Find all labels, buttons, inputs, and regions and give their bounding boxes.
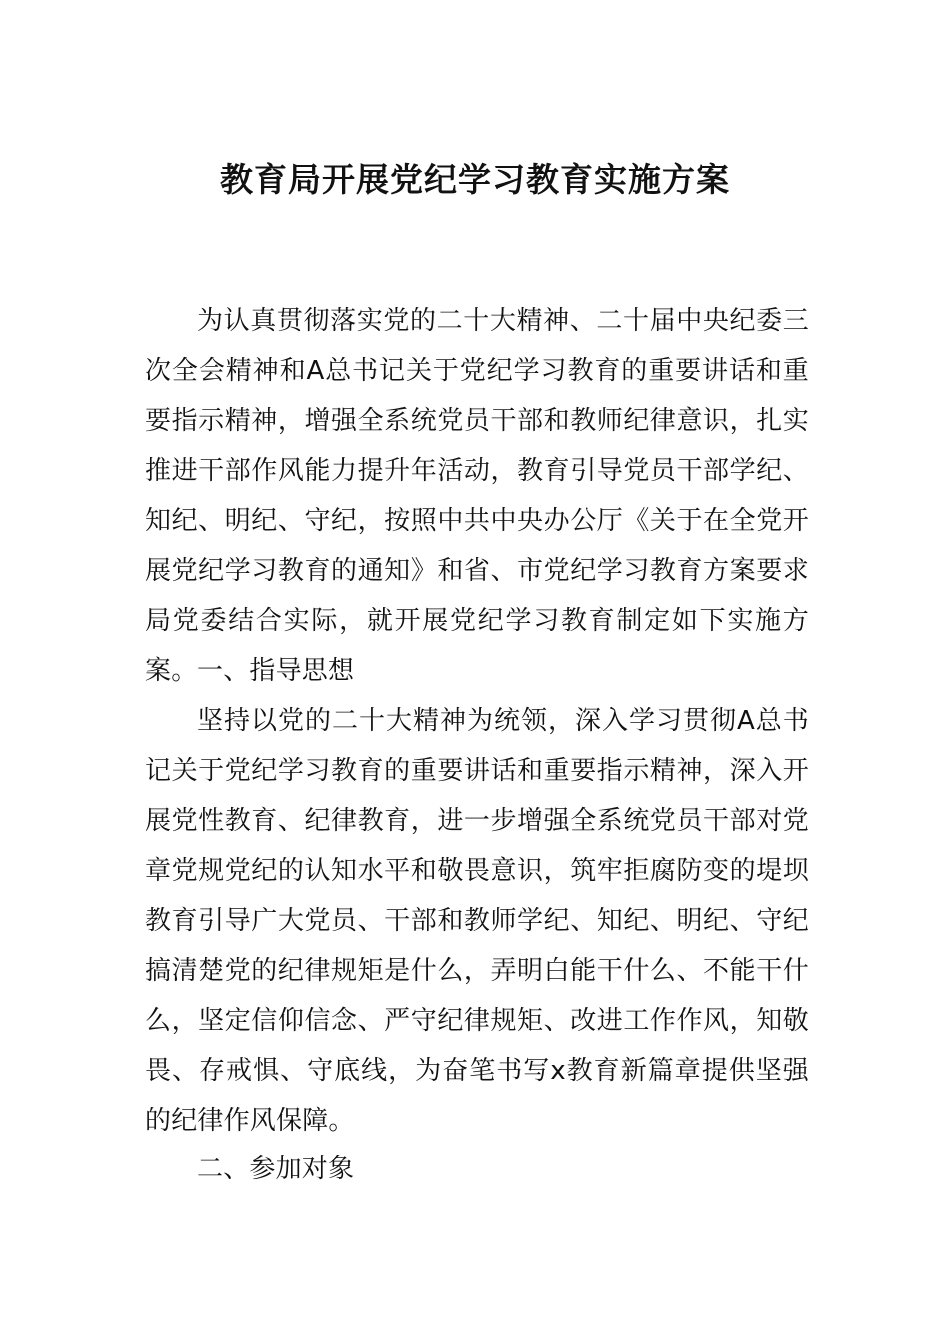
guiding-ideology-paragraph: 坚持以党的二十大精神为统领，深入学习贯彻A总书记关于党纪学习教育的重要讲话和重要指示精神，深入开展党性教育、纪律教育，进一步增强全系统党员干部对党章党规党纪的认知水平和敬畏意识，筑牢拒腐防变的堤坝教育引导广大党员、干部和教师学纪、知纪、明纪、守纪搞清楚党的纪律规矩是什么，弄明白能干什么、不能干什么，坚定信仰信念、严守纪律规矩、改进工作作风，知敬畏、存戒惧、守底线，为奋笔书写x教育新篇章提供坚强的纪律作风保障。 — [145, 706, 809, 1136]
intro-paragraph: 为认真贯彻落实党的二十大精神、二十届中央纪委三次全会精神和A总书记关于党纪学习教育的重要讲话和重要指示精神，增强全系统党员干部和教师纪律意识，扎实推进干部作风能力提升年活动，教育引导党员干部学纪、知纪、明纪、守纪，按照中共中央办公厅《关于在全党开展党纪学习教育的通知》和省、市党纪学习教育方案要求局党委结合实际，就开展党纪学习教育制定如下实施方案。 — [145, 306, 809, 686]
document-title: 教育局开展党纪学习教育实施方案 — [220, 160, 730, 199]
section-heading-participants: 二、参加对象 — [197, 1154, 355, 1184]
section-heading-guiding-ideology: 一、指导思想 — [197, 656, 355, 686]
